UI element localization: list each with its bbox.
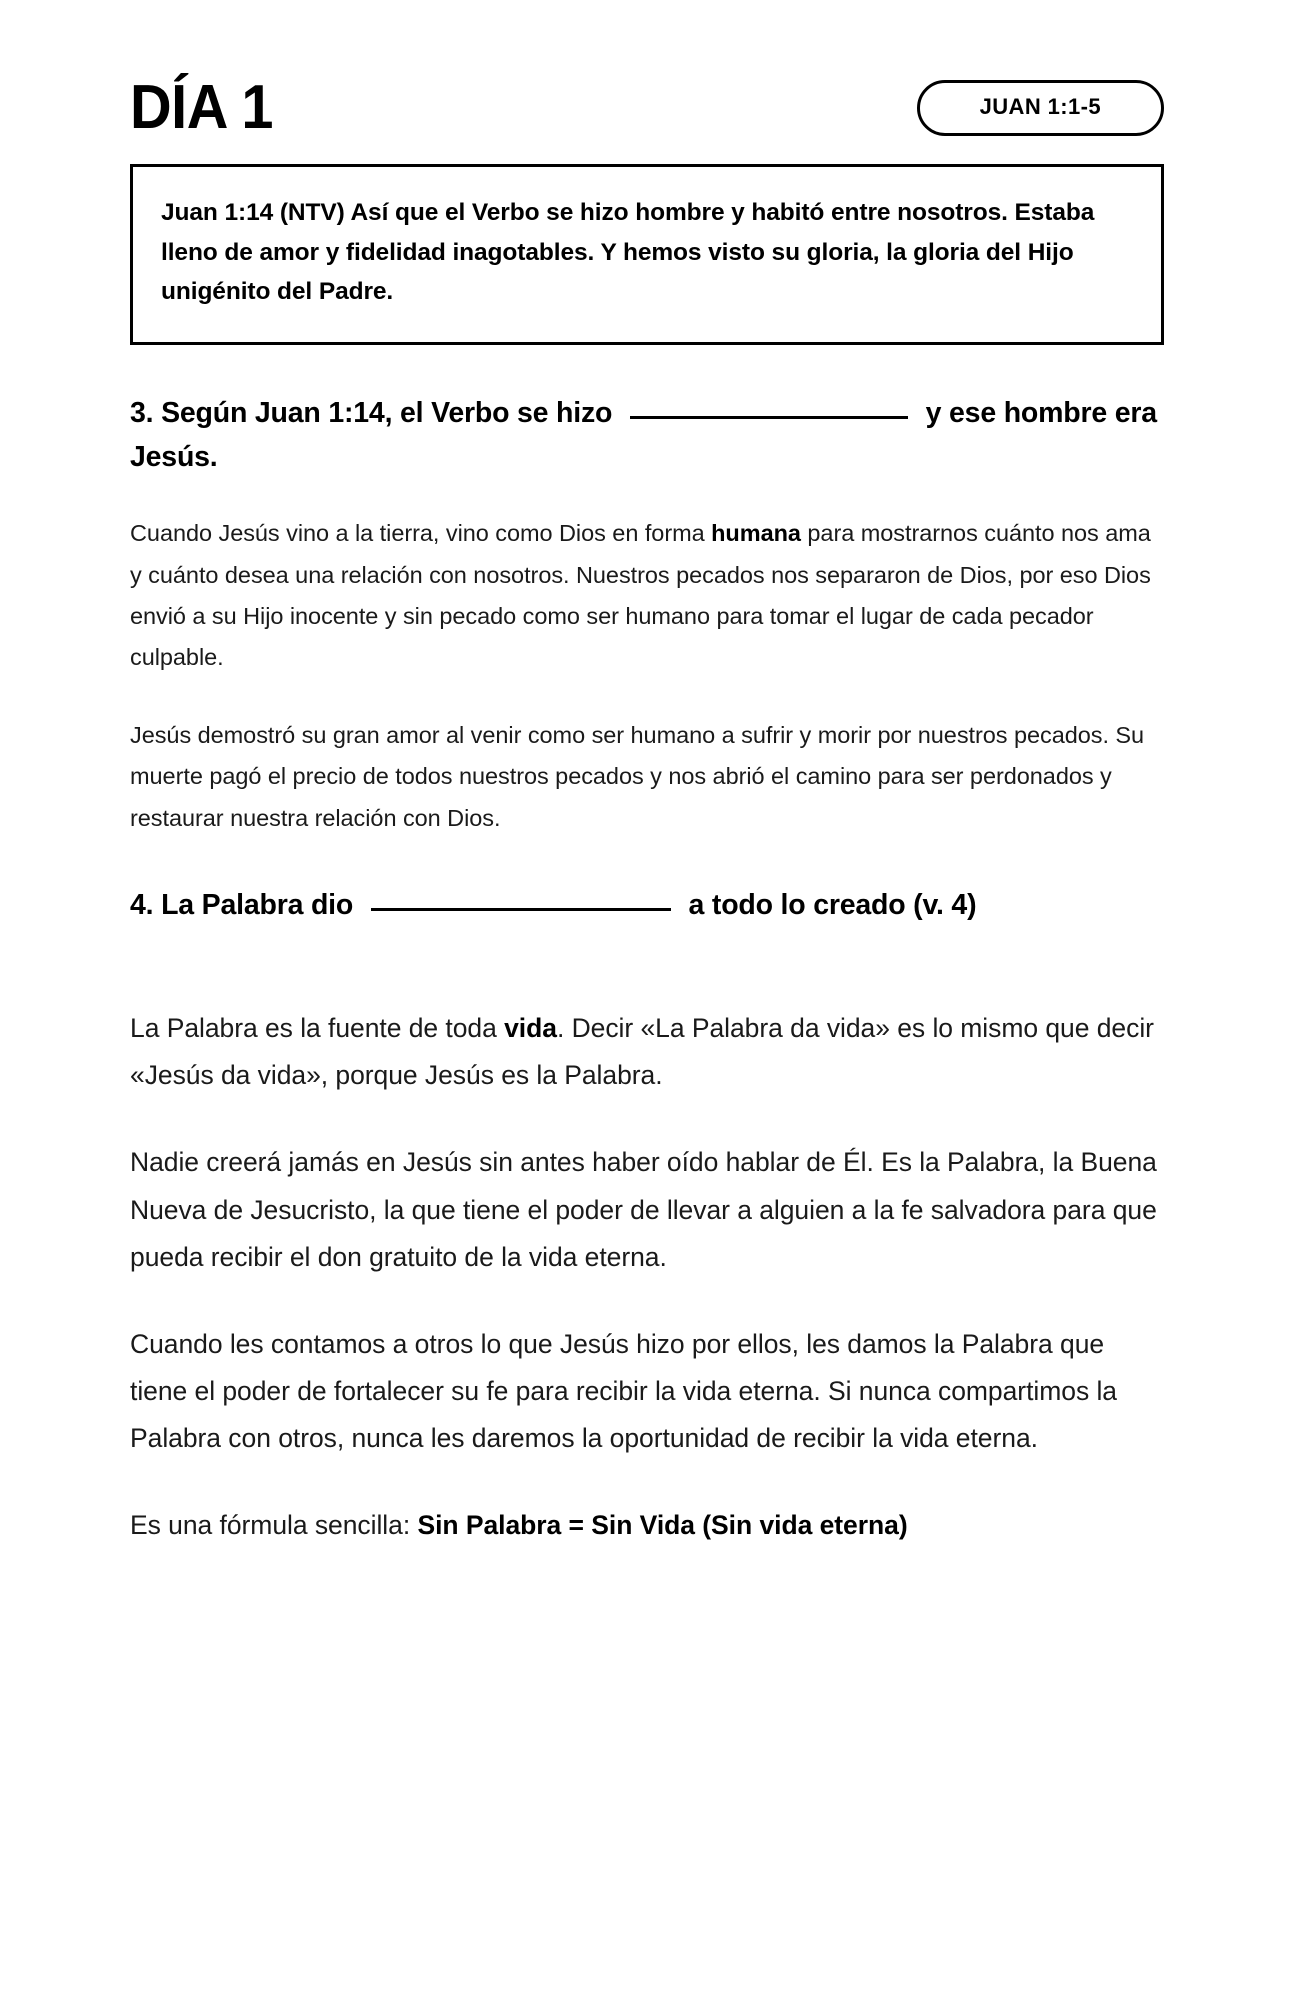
paragraph-6	[130, 1502, 1164, 1549]
scripture-reference-badge: JUAN 1:1-5	[917, 80, 1164, 136]
paragraph-1-bold-word: humana	[711, 520, 801, 547]
page-header	[130, 0, 1164, 142]
scripture-quote-box	[130, 164, 1164, 345]
paragraph-3-bold-word: vida	[504, 1013, 557, 1044]
paragraph-1	[130, 513, 1164, 678]
scripture-quote-text: Juan 1:14 (NTV) Así que el Verbo se hizo hombre y habitó entre nosotros. Estaba lleno de amor y fidelidad inagotables. Y hemos visto su gloria, la gloria del Hijo unigénito del Padre.	[161, 199, 1095, 306]
paragraph-3-part2: . Decir «La Palabra da vida» es lo mismo que decir «Jesús da vida», porque Jesús es la Palabra.	[130, 1013, 1154, 1091]
paragraph-1-part1: Cuando Jesús vino a la tierra, vino como Dios en forma	[130, 520, 712, 547]
question-3-prompt-before: 3. Según Juan 1:14, el Verbo se hizo	[130, 397, 613, 430]
paragraph-6-part1: Es una fórmula sencilla:	[130, 1510, 418, 1541]
question-3-answer-blank[interactable]	[630, 416, 908, 419]
question-4-prompt-before: 4. La Palabra dio	[130, 888, 354, 921]
formula-bold-text: Sin Palabra = Sin Vida (Sin vida eterna)	[417, 1510, 908, 1541]
paragraph-1-part2: para mostrarnos cuánto nos ama y cuánto desea una relación con nosotros. Nuestros pecados nos separaron de Dios, por eso Dios envió a su Hijo inocente y sin pecado como ser humano para tomar el lugar de cada pecador culpable.	[130, 520, 1151, 671]
page-title: DÍA 1	[130, 73, 273, 142]
paragraph-5: Cuando les contamos a otros lo que Jesús hizo por ellos, les damos la Palabra que tiene el poder de fortalecer su fe para recibir la vida eterna. Si nunca compartimos la Palabra con otros, nunca les daremos la oportunidad de recibir la vida eterna.	[130, 1328, 1117, 1454]
paragraph-3-part1: La Palabra es la fuente de toda	[130, 1013, 505, 1044]
paragraph-2: Jesús demostró su gran amor al venir como ser humano a sufrir y morir por nuestros pecados. Su muerte pagó el precio de todos nuestros pecados y nos abrió el camino para ser perdonados y restaurar nuestra relación con Dios.	[130, 721, 1145, 831]
question-4	[130, 883, 1164, 927]
question-4-answer-blank[interactable]	[371, 908, 671, 911]
question-4-prompt-after: a todo lo creado (v. 4)	[688, 888, 977, 921]
paragraph-3	[130, 1005, 1164, 1099]
question-3-prompt-after: y ese hombre era Jesús.	[130, 397, 1157, 474]
question-3	[130, 391, 1164, 479]
paragraph-4: Nadie creerá jamás en Jesús sin antes haber oído hablar de Él. Es la Palabra, la Buena Nueva de Jesucristo, la que tiene el poder de llevar a alguien a la fe salvadora para que pueda recibir el don gratuito de la vida eterna.	[130, 1147, 1157, 1272]
